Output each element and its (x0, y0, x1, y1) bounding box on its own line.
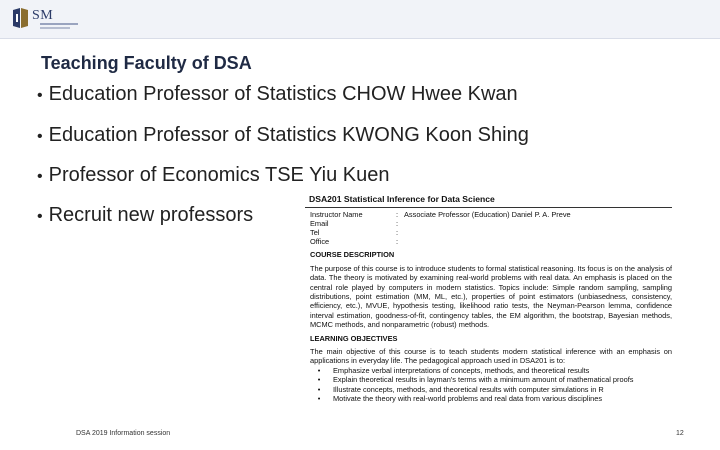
field-colon: : (396, 219, 399, 229)
section-heading: LEARNING OBJECTIVES (310, 333, 398, 343)
objective-text: Illustrate concepts, methods, and theoretical results with computer simulations in R (333, 384, 604, 394)
field-value (404, 228, 672, 237)
field-label: Email (310, 219, 329, 229)
course-document-image (305, 193, 672, 430)
learning-objectives-intro: The main objective of this course is to teach students modern statistical inference with an emphasis on applications in everyday life. The pedagogical approach used in DSA201 is to: (310, 347, 672, 366)
footer-label: DSA 2019 Information session (76, 430, 171, 437)
objective-text: Explain theoretical results in layman's terms with a minimum amount of mathematical proofs (333, 375, 634, 385)
list-bullet: • (317, 365, 321, 375)
objective-text: Motivate the theory with real-world problems and real data from various disciplines (333, 394, 603, 404)
logo-subline (40, 23, 78, 25)
course-description-text: The purpose of this course is to introduce students to formal statistical reasoning. Its focus is on the analysis of data. The theory is motivated by examining real-world problems with real data. An emphasis is placed on the central role played by computers in modern statistics. Topics include: Simple random sampling, sampling distributions, point estimation (MM, ML, etc.), properties of point estimators (unbiasedness, consistency, efficiency, etc.), MVUE, hypothesis testing, likelihood ratio tests, the Neyman-Pearson lemma, confidence interval estimation, goodness-of-fit, contingency tables, the EM algorithm, the bootstrap, Bayesian methods, MCMC methods, and nonparametric (robust) methods. (310, 263, 672, 330)
list-bullet: • (317, 375, 321, 385)
field-colon: : (396, 228, 399, 238)
bullet-dot: • (37, 128, 43, 145)
list-item (305, 385, 672, 394)
field-label: Instructor Name (310, 210, 363, 220)
field-colon: : (396, 237, 399, 247)
header-bar (0, 0, 720, 39)
page-number: 12 (676, 430, 684, 437)
field-row (310, 237, 672, 246)
document-title: DSA201 Statistical Inference for Data Science (309, 194, 495, 204)
list-item (305, 394, 672, 403)
university-logo (10, 6, 76, 32)
section-heading: COURSE DESCRIPTION (310, 250, 395, 260)
bullet-text: Recruit new professors (48, 204, 254, 226)
field-label: Office (310, 237, 330, 247)
objective-text: Emphasize verbal interpretations of concepts, methods, and theoretical results (333, 365, 590, 375)
field-label: Tel (310, 228, 320, 238)
bullet-item (37, 124, 529, 147)
field-row (310, 210, 672, 219)
field-value: Associate Professor (Education) Daniel P. A. Preve (404, 210, 571, 220)
field-value (404, 219, 672, 228)
bullet-dot: • (37, 208, 43, 225)
list-bullet: • (317, 384, 321, 394)
bullet-text: Education Professor of Statistics CHOW Hwee Kwan (48, 83, 518, 105)
objectives-list (305, 366, 672, 404)
field-row (310, 219, 672, 228)
document-divider (305, 207, 672, 208)
bullet-item (37, 164, 390, 187)
field-value (404, 237, 672, 246)
bullet-dot: • (37, 168, 43, 185)
logo-text: SM (32, 8, 54, 23)
slide-title: Teaching Faculty of DSA (41, 53, 252, 73)
university-logo-icon (10, 6, 32, 32)
bullet-item (37, 83, 518, 106)
bullet-text: Professor of Economics TSE Yiu Kuen (48, 164, 390, 186)
list-bullet: • (317, 394, 321, 404)
logo-subline-2 (40, 27, 70, 29)
field-colon: : (396, 210, 399, 220)
list-item (305, 375, 672, 384)
bullet-text: Education Professor of Statistics KWONG Koon Shing (48, 124, 529, 146)
list-item (305, 366, 672, 375)
field-row (310, 228, 672, 237)
bullet-dot: • (37, 87, 43, 104)
bullet-item (37, 204, 253, 227)
